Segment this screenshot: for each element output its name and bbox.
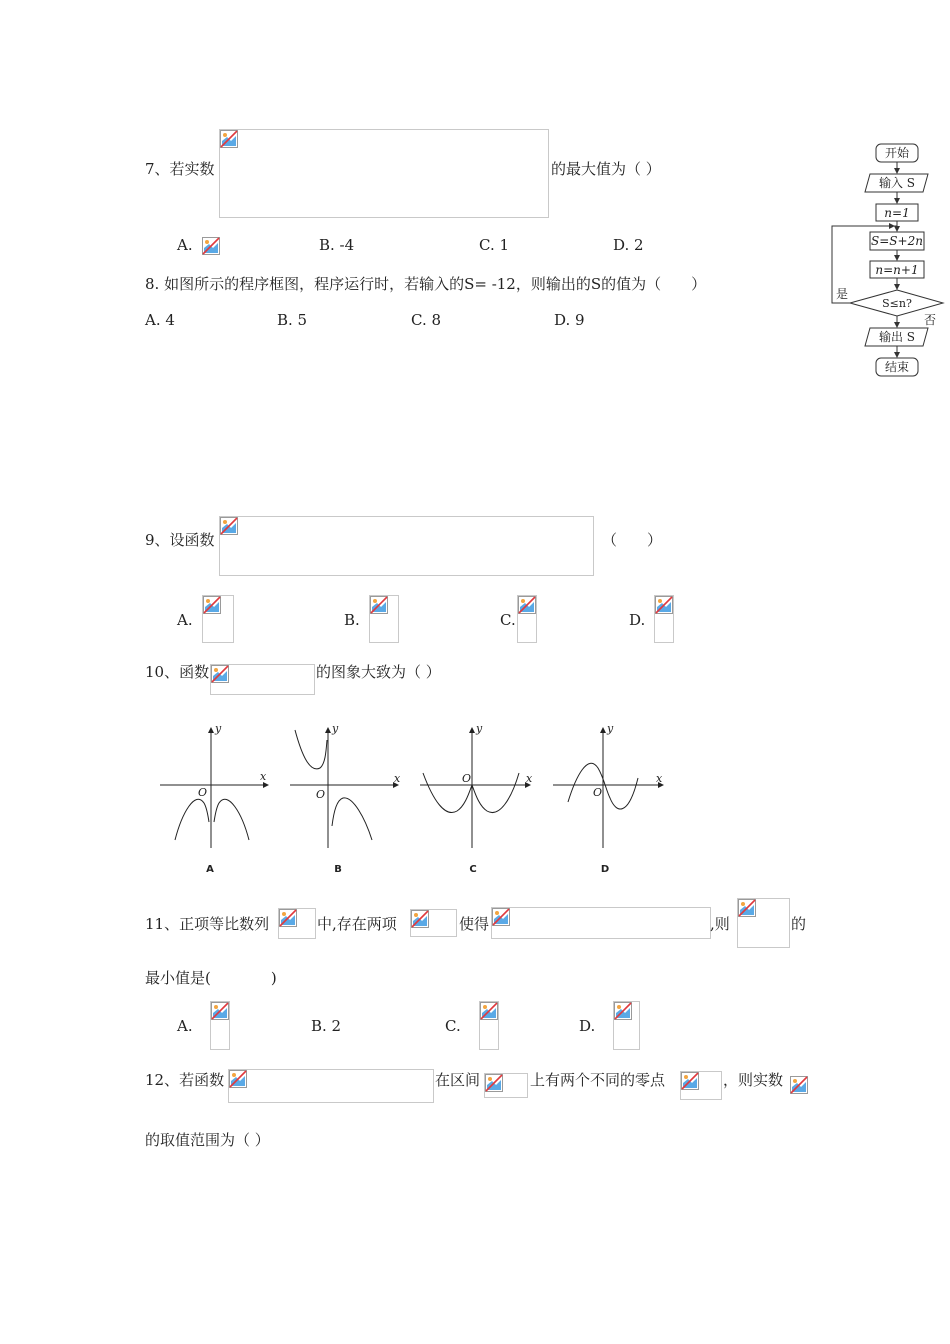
graph-c-o: O [462,772,472,785]
graph-c-x: x [526,772,533,785]
broken-image-icon [220,517,238,535]
q12-function-image [228,1069,434,1103]
flow-no-text: 否 [923,313,937,327]
flow-step2-text: n=n+1 [875,263,919,277]
broken-image-icon [229,1070,247,1088]
graph-d-y: y [607,722,614,735]
graph-a-label: A [206,864,214,875]
q11-prefix: 11、正项等比数列 [145,915,270,933]
q12-mid3: ，则实数 [723,1071,784,1089]
graph-b [290,728,398,848]
graph-a-y: y [215,722,222,735]
broken-image-icon [211,665,229,683]
q7-option-a: A. [177,236,193,254]
graph-d [553,728,663,848]
q7-prefix: 7、若实数 [145,160,215,178]
graph-d-o: O [593,786,603,799]
broken-image-icon [203,596,221,614]
graph-a [160,728,268,848]
q11-option-d: D. [579,1017,596,1035]
graph-a-x: x [260,770,267,783]
q8-option-a: A. 4 [145,311,175,329]
q11-suffix: 的 [791,915,807,933]
flow-step1-text: S=S+2n [871,234,923,248]
q8-option-b: B. 5 [277,311,308,329]
q12-prefix: 12、若函数 [145,1071,225,1089]
broken-image-icon [411,910,429,928]
broken-image-icon [279,909,297,927]
flow-yes-text: 是 [835,287,849,301]
q7-formula-image [219,129,549,218]
q9-formula-image [219,516,594,576]
q11-mid2: 使得 [459,915,490,933]
broken-image-icon [480,1002,498,1020]
graph-b-label: B [334,864,342,875]
q7-option-d: D. 2 [613,236,644,254]
q11-option-c: C. [445,1017,461,1035]
q11-condition-image [491,907,711,939]
flow-cond-text: S≤n? [882,297,912,310]
q9-option-b: B. [344,611,360,629]
broken-image-icon [655,596,673,614]
q11-line2: 最小值是( ) [145,969,277,987]
q9-suffix: （ ） [602,531,663,549]
graph-c [420,728,530,848]
flow-end-text: 结束 [884,360,910,374]
broken-image-icon [738,899,756,917]
graph-a-o: O [198,786,208,799]
flow-start-text: 开始 [884,146,910,160]
broken-image-icon [681,1072,699,1090]
graph-b-y: y [332,722,339,735]
flow-input-text: 输入 S [878,176,916,190]
q11-mid1: 中,存在两项 [317,915,397,933]
q8-option-c: C. 8 [411,311,442,329]
broken-image-icon [492,908,510,926]
graph-d-label: D [600,864,610,875]
graph-c-label: C [469,864,477,875]
broken-image-icon [614,1002,632,1020]
broken-image-icon [202,237,220,255]
q10-prefix: 10、函数 [145,663,210,681]
q9-option-d: D. [629,611,646,629]
q9-option-a: A. [177,611,193,629]
broken-image-icon [211,1002,229,1020]
q12-mid1: 在区间 [435,1071,481,1089]
q11-mid3: ,则 [710,915,730,933]
graph-b-o: O [316,788,326,801]
q8-option-d: D. 9 [554,311,585,329]
broken-image-icon [790,1076,808,1094]
flow-init-text: n=1 [884,206,910,220]
broken-image-icon [518,596,536,614]
q9-option-c: C. [500,611,516,629]
broken-image-icon [485,1074,503,1092]
graph-d-x: x [656,772,663,785]
q11-option-a: A. [177,1017,193,1035]
broken-image-icon [370,596,388,614]
program-flowchart [828,140,946,380]
q9-prefix: 9、设函数 [145,531,215,549]
q10-graph-options [150,718,670,883]
q7-option-c: C. 1 [479,236,510,254]
graph-c-y: y [476,722,483,735]
q7-suffix: 的最大值为（ ） [551,160,661,178]
q12-mid2: 上有两个不同的零点 [530,1071,666,1089]
q10-suffix: 的图象大致为（ ） [316,663,441,681]
q8-text: 8. 如图所示的程序框图，程序运行时，若输入的S= -12，则输出的S的值为（ ） [145,275,707,293]
q11-option-b: B. 2 [311,1017,342,1035]
flow-output-text: 输出 S [878,330,916,344]
graph-b-x: x [394,772,401,785]
q12-line2: 的取值范围为（ ） [145,1131,270,1149]
broken-image-icon [220,130,238,148]
q7-option-b: B. -4 [319,236,355,254]
